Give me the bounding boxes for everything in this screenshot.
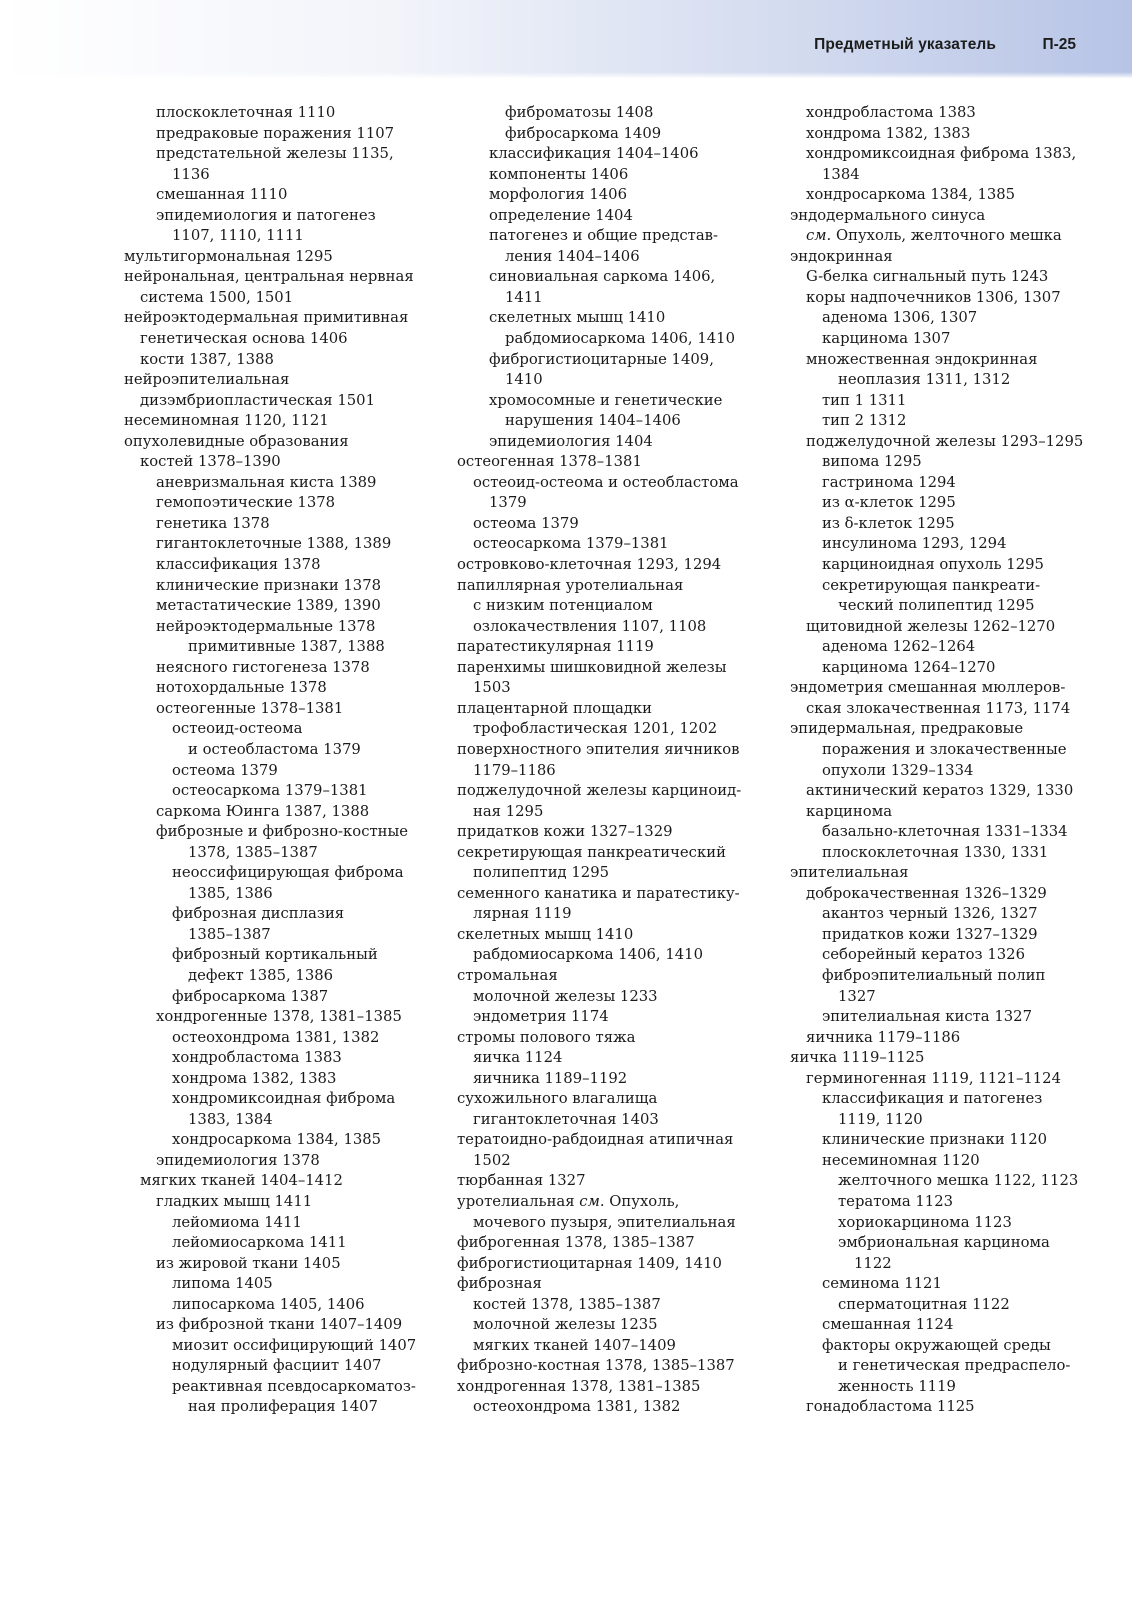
index-entry: нарушения 1404–1406 bbox=[505, 412, 681, 430]
index-entry: остеоид-остеома bbox=[172, 720, 303, 738]
index-entry: семинома 1121 bbox=[822, 1275, 942, 1293]
index-entry: 1502 bbox=[473, 1151, 511, 1169]
index-entry: папиллярная уротелиальная bbox=[457, 576, 684, 594]
index-entry: ская злокачественная 1173, 1174 bbox=[806, 699, 1071, 717]
index-entry: фиброэпителиальный полип bbox=[822, 966, 1046, 984]
index-entry: щитовидной железы 1262–1270 bbox=[806, 617, 1056, 635]
index-entry: хондрома 1382, 1383 bbox=[806, 124, 971, 142]
index-entry: предраковые поражения 1107 bbox=[156, 124, 395, 142]
index-entry: из фиброзной ткани 1407–1409 bbox=[156, 1316, 403, 1334]
index-entry: плацентарной площадки bbox=[457, 699, 653, 717]
index-entry: яичника 1189–1192 bbox=[473, 1069, 628, 1087]
index-entry: аденома 1262–1264 bbox=[822, 638, 976, 656]
index-entry: эпидемиология 1378 bbox=[156, 1151, 320, 1169]
index-entry: семенного канатика и паратестику- bbox=[457, 884, 740, 902]
index-entry: дизэмбриопластическая 1501 bbox=[140, 391, 376, 409]
index-entry: лейомиома 1411 bbox=[172, 1213, 302, 1231]
index-entry: эпителиальная bbox=[790, 864, 909, 882]
index-entry: желточного мешка 1122, 1123 bbox=[838, 1172, 1079, 1190]
index-entry: 1122 bbox=[854, 1254, 892, 1272]
index-entry: аденома 1306, 1307 bbox=[822, 309, 978, 327]
index-entry: хондросаркома 1384, 1385 bbox=[806, 186, 1016, 204]
index-entry: нодулярный фасциит 1407 bbox=[172, 1357, 382, 1375]
index-entry: из α-клеток 1295 bbox=[822, 494, 956, 512]
index-entry: актинический кератоз 1329, 1330 bbox=[806, 782, 1074, 800]
index-entry: морфология 1406 bbox=[489, 186, 627, 204]
index-entry: мочевого пузыря, эпителиальная bbox=[473, 1213, 736, 1231]
index-entry: плоскоклеточная 1110 bbox=[156, 104, 336, 121]
index-entry: остеосаркома 1379–1381 bbox=[172, 782, 368, 800]
index-entry: эндокринная bbox=[790, 247, 893, 265]
index-entry: эндометрия смешанная мюллеров- bbox=[790, 679, 1066, 697]
index-entry: остеома 1379 bbox=[172, 761, 278, 779]
index-entry: эпидермальная, предраковые bbox=[790, 720, 1024, 738]
index-entry: ления 1404–1406 bbox=[505, 247, 640, 265]
index-entry: карциноидная опухоль 1295 bbox=[822, 556, 1044, 574]
index-entry: остеоид-остеома и остеобластома bbox=[473, 473, 739, 491]
index-entry: кости 1387, 1388 bbox=[140, 350, 274, 368]
index-entry: тип 2 1312 bbox=[822, 412, 907, 430]
index-entry: скелетных мышц 1410 bbox=[457, 925, 634, 943]
index-entry: несеминомная 1120 bbox=[822, 1151, 980, 1169]
index-entry: уротелиальная см. Опухоль, bbox=[457, 1192, 680, 1210]
index-entry: яичника 1179–1186 bbox=[806, 1028, 961, 1046]
index-entry: стромальная bbox=[457, 966, 558, 984]
index-entry: инсулинома 1293, 1294 bbox=[822, 535, 1007, 553]
index-entry: остеохондрома 1381, 1382 bbox=[172, 1028, 380, 1046]
index-entry: акантоз черный 1326, 1327 bbox=[822, 905, 1038, 923]
index-entry: молочной железы 1233 bbox=[473, 987, 658, 1005]
index-entry: опухолевидные образования bbox=[124, 432, 349, 450]
index-entry: герминогенная 1119, 1121–1124 bbox=[806, 1069, 1061, 1087]
index-entry: патогенез и общие представ- bbox=[489, 227, 718, 245]
index-entry: хондрогенная 1378, 1381–1385 bbox=[457, 1377, 701, 1395]
index-entry: 1136 bbox=[172, 165, 210, 183]
index-entry: сухожильного влагалища bbox=[457, 1090, 658, 1108]
index-entry: хондробластома 1383 bbox=[806, 104, 976, 121]
index-entry: паренхимы шишковидной железы bbox=[457, 658, 727, 676]
index-entry: дефект 1385, 1386 bbox=[188, 966, 334, 984]
index-entry: карцинома bbox=[806, 802, 893, 820]
index-entry: озлокачествления 1107, 1108 bbox=[473, 617, 707, 635]
index-entry: синовиальная саркома 1406, bbox=[489, 268, 716, 286]
index-entry: хондросаркома 1384, 1385 bbox=[172, 1131, 382, 1149]
index-entry: гигантоклеточные 1388, 1389 bbox=[156, 535, 392, 553]
index-entry: поджелудочной железы карциноид- bbox=[457, 782, 742, 800]
index-entry: мягких тканей 1404–1412 bbox=[140, 1172, 343, 1190]
index-entry: клинические признаки 1120 bbox=[822, 1131, 1048, 1149]
index-entry: костей 1378–1390 bbox=[140, 453, 281, 471]
index-entry: ная пролиферация 1407 bbox=[188, 1398, 378, 1416]
index-entry: G-белка сигнальный путь 1243 bbox=[806, 268, 1049, 286]
index-entry: тюрбанная 1327 bbox=[457, 1172, 586, 1190]
index-entry: лейомиосаркома 1411 bbox=[172, 1234, 347, 1252]
index-entry: 1410 bbox=[505, 371, 543, 389]
index-entry: тератома 1123 bbox=[838, 1192, 954, 1210]
index-entry: базально-клеточная 1331–1334 bbox=[822, 823, 1068, 841]
index-entry: ческий полипептид 1295 bbox=[838, 597, 1035, 615]
index-entry: нотохордальные 1378 bbox=[156, 679, 327, 697]
index-entry: эпидемиология и патогенез bbox=[156, 206, 376, 224]
index-entry: 1378, 1385–1387 bbox=[188, 843, 318, 861]
index-entry: эпидемиология 1404 bbox=[489, 432, 653, 450]
page-number: П-25 bbox=[1042, 36, 1076, 53]
index-entry: 1179–1186 bbox=[473, 761, 556, 779]
index-entry: эпителиальная киста 1327 bbox=[822, 1008, 1032, 1026]
index-entry: липома 1405 bbox=[172, 1275, 273, 1293]
index-entry: нейроэпителиальная bbox=[124, 371, 290, 389]
index-entry: сперматоцитная 1122 bbox=[838, 1295, 1010, 1313]
index-entry: генетическая основа 1406 bbox=[140, 330, 348, 348]
index-entry: секретирующая панкреати- bbox=[822, 576, 1041, 594]
index-entry: реактивная псевдосаркоматоз- bbox=[172, 1377, 416, 1395]
index-entry: фиброгистиоцитарная 1409, 1410 bbox=[457, 1254, 722, 1272]
index-entry: смешанная 1110 bbox=[156, 186, 288, 204]
index-entry: 1379 bbox=[489, 494, 527, 512]
running-title: Предметный указатель bbox=[814, 36, 996, 53]
index-entry: фибросаркома 1409 bbox=[505, 124, 662, 142]
index-entry: придатков кожи 1327–1329 bbox=[457, 823, 673, 841]
index-entry: плоскоклеточная 1330, 1331 bbox=[822, 843, 1049, 861]
index-entry: хондробластома 1383 bbox=[172, 1049, 342, 1067]
index-entry: 1503 bbox=[473, 679, 511, 697]
index-entry: мягких тканей 1407–1409 bbox=[473, 1336, 676, 1354]
index-entry: доброкачественная 1326–1329 bbox=[806, 884, 1047, 902]
index-entry: и генетическая предраспело- bbox=[838, 1357, 1071, 1375]
index-entry: тип 1 1311 bbox=[822, 391, 907, 409]
index-entry: поражения и злокачественные bbox=[822, 740, 1067, 758]
index-entry: неясного гистогенеза 1378 bbox=[156, 658, 370, 676]
index-entry: гонадобластома 1125 bbox=[806, 1398, 975, 1416]
index-entry: 1385–1387 bbox=[188, 925, 271, 943]
index-entry: классификация 1404–1406 bbox=[489, 145, 699, 163]
index-entry: эндометрия 1174 bbox=[473, 1008, 609, 1026]
index-entry: и остеобластома 1379 bbox=[188, 740, 361, 758]
index-entry: саркома Юинга 1387, 1388 bbox=[156, 802, 370, 820]
index-entry: 1411 bbox=[505, 288, 543, 306]
index-entry: карцинома 1307 bbox=[822, 330, 951, 348]
index-entry: фиброзные и фиброзно-костные bbox=[156, 823, 409, 841]
index-entry: несеминомная 1120, 1121 bbox=[124, 412, 329, 430]
index-entry: см. Опухоль, желточного мешка bbox=[806, 227, 1062, 245]
index-entry: яичка 1124 bbox=[473, 1049, 563, 1067]
index-entry: неоссифицирующая фиброма bbox=[172, 864, 404, 882]
index-column-2 bbox=[457, 103, 757, 1418]
index-entry: из жировой ткани 1405 bbox=[156, 1254, 341, 1272]
index-entry: трофобластическая 1201, 1202 bbox=[473, 720, 718, 738]
index-entry: хондрогенные 1378, 1381–1385 bbox=[156, 1008, 402, 1026]
index-entry: фиброматозы 1408 bbox=[505, 104, 654, 121]
index-entry: нейроэктодермальные 1378 bbox=[156, 617, 376, 635]
index-entry: ная 1295 bbox=[473, 802, 544, 820]
index-entry: 1107, 1110, 1111 bbox=[172, 227, 304, 245]
index-entry: генетика 1378 bbox=[156, 514, 270, 532]
index-entry: мультигормональная 1295 bbox=[124, 247, 333, 265]
index-entry: эндодермального синуса bbox=[790, 206, 986, 224]
index-entry: хондромиксоидная фиброма 1383, bbox=[806, 145, 1077, 163]
index-entry: фиброгенная 1378, 1385–1387 bbox=[457, 1234, 695, 1252]
index-entry: смешанная 1124 bbox=[822, 1316, 954, 1334]
index-entry: клинические признаки 1378 bbox=[156, 576, 382, 594]
index-entry: костей 1378, 1385–1387 bbox=[473, 1295, 661, 1313]
index-entry: 1385, 1386 bbox=[188, 884, 273, 902]
index-entry: метастатические 1389, 1390 bbox=[156, 597, 381, 615]
index-entry: тератоидно-рабдоидная атипичная bbox=[457, 1131, 734, 1149]
index-entry: островково-клеточная 1293, 1294 bbox=[457, 556, 722, 574]
index-entry: примитивные 1387, 1388 bbox=[188, 638, 385, 656]
index-entry: поверхностного эпителия яичников bbox=[457, 740, 740, 758]
index-entry: випома 1295 bbox=[822, 453, 922, 471]
index-entry: полипептид 1295 bbox=[473, 864, 610, 882]
index-entry: неоплазия 1311, 1312 bbox=[838, 371, 1011, 389]
index-entry: 1327 bbox=[838, 987, 876, 1005]
index-entry: остеома 1379 bbox=[473, 514, 579, 532]
index-entry: секретирующая панкреатический bbox=[457, 843, 726, 861]
index-entry: эмбриональная карцинома bbox=[838, 1234, 1050, 1252]
index-entry: система 1500, 1501 bbox=[140, 288, 294, 306]
index-entry: гемопоэтические 1378 bbox=[156, 494, 336, 512]
index-entry: яичка 1119–1125 bbox=[790, 1049, 925, 1067]
index-entry: классификация 1378 bbox=[156, 556, 321, 574]
index-entry: нейроэктодермальная примитивная bbox=[124, 309, 409, 327]
index-entry: компоненты 1406 bbox=[489, 165, 629, 183]
index-entry: хориокарцинома 1123 bbox=[838, 1213, 1012, 1231]
index-entry: из δ-клеток 1295 bbox=[822, 514, 955, 532]
index-entry: рабдомиосаркома 1406, 1410 bbox=[473, 946, 703, 964]
index-entry: себорейный кератоз 1326 bbox=[822, 946, 1025, 964]
index-entry: скелетных мышц 1410 bbox=[489, 309, 666, 327]
index-column-3 bbox=[790, 103, 1090, 1418]
index-entry: фиброзная bbox=[457, 1275, 542, 1293]
index-entry: остеогенные 1378–1381 bbox=[156, 699, 344, 717]
index-entry: карцинома 1264–1270 bbox=[822, 658, 996, 676]
index-entry: определение 1404 bbox=[489, 206, 633, 224]
index-entry: остеохондрома 1381, 1382 bbox=[473, 1398, 681, 1416]
index-entry: гастринома 1294 bbox=[822, 473, 956, 491]
index-entry: 1384 bbox=[822, 165, 860, 183]
index-entry: аневризмальная киста 1389 bbox=[156, 473, 377, 491]
index-entry: предстательной железы 1135, bbox=[156, 145, 394, 163]
index-entry: стромы полового тяжа bbox=[457, 1028, 636, 1046]
index-entry: хондромиксоидная фиброма bbox=[172, 1090, 396, 1108]
index-entry: поджелудочной железы 1293–1295 bbox=[806, 432, 1084, 450]
index-entry: рабдомиосаркома 1406, 1410 bbox=[505, 330, 735, 348]
index-entry: паратестикулярная 1119 bbox=[457, 638, 654, 656]
index-entry: фиброзный кортикальный bbox=[172, 946, 378, 964]
index-entry: женность 1119 bbox=[838, 1377, 956, 1395]
index-column-1 bbox=[124, 103, 424, 1418]
index-entry: гладких мышц 1411 bbox=[156, 1192, 313, 1210]
index-entry: факторы окружающей среды bbox=[822, 1336, 1051, 1354]
index-entry: гигантоклеточная 1403 bbox=[473, 1110, 659, 1128]
index-entry: липосаркома 1405, 1406 bbox=[172, 1295, 365, 1313]
index-entry: с низким потенциалом bbox=[473, 597, 653, 615]
index-entry: хондрома 1382, 1383 bbox=[172, 1069, 337, 1087]
index-entry: миозит оссифицирующий 1407 bbox=[172, 1336, 417, 1354]
index-entry: остеосаркома 1379–1381 bbox=[473, 535, 669, 553]
index-entry: молочной железы 1235 bbox=[473, 1316, 658, 1334]
index-entry: 1119, 1120 bbox=[838, 1110, 923, 1128]
index-entry: коры надпочечников 1306, 1307 bbox=[806, 288, 1061, 306]
index-entry: 1383, 1384 bbox=[188, 1110, 273, 1128]
index-entry: лярная 1119 bbox=[473, 905, 572, 923]
index-entry: множественная эндокринная bbox=[806, 350, 1038, 368]
index-entry: хромосомные и генетические bbox=[489, 391, 723, 409]
index-entry: опухоли 1329–1334 bbox=[822, 761, 974, 779]
index-entry: фиброгистиоцитарные 1409, bbox=[489, 350, 714, 368]
index-entry: фиброзная дисплазия bbox=[172, 905, 345, 923]
index-entry: нейрональная, центральная нервная bbox=[124, 268, 414, 286]
index-entry: классификация и патогенез bbox=[822, 1090, 1043, 1108]
index-entry: остеогенная 1378–1381 bbox=[457, 453, 642, 471]
index-entry: фибросаркома 1387 bbox=[172, 987, 329, 1005]
index-entry: придатков кожи 1327–1329 bbox=[822, 925, 1038, 943]
index-entry: фиброзно-костная 1378, 1385–1387 bbox=[457, 1357, 735, 1375]
